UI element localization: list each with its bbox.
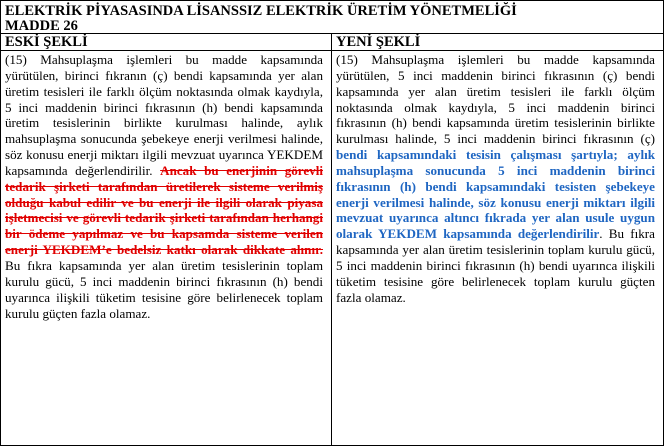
columns	[1, 34, 663, 445]
new-version-text	[332, 51, 663, 306]
old-version-header: ESKİ ŞEKLİ	[1, 34, 331, 51]
deleted-text: Ancak bu enerjinin görevli tedarik şirketi tarafından üretilerek sisteme verilmiş olduğu kabul edilir ve bu enerji ile ilgili olarak piyasa işletmecisi ve görevli tedarik şirketi tarafından herhangi bir ödeme yapılmaz ve bu kapsamda sisteme verilen enerji YEKDEM’e bedelsiz katkı olarak dikkate alınır.	[5, 162, 323, 258]
old-version-column	[1, 34, 332, 445]
new-text-start: (15) Mahsuplaşma işlemleri bu madde kapsamında yürütülen, 5 inci maddenin birinci fıkrasının (ç) bendi kapsamında yer alan üretim tesisleri ile farklı ölçüm noktasında olmak kaydıyla, 5 inci maddenin birinci fıkrasının (h) bendi kapsamında üretim tesislerinin birlikte kurulması halinde, 5 inci maddenin birinci fıkrasının (ç)	[336, 52, 655, 147]
new-version-column	[332, 34, 663, 445]
added-text: bendi kapsamındaki tesisin çalışması şartıyla; aylık mahsuplaşma sonucunda 5 inci maddenin birinci fıkrasının (h) bendi kapsamındaki tesisten şebekeye enerji verilmesi halinde, söz konusu enerji miktarı ilgili mevzuat uyarınca altıncı fıkrada yer alan usule uygun olarak YEKDEM kapsamında değerlendirilir	[336, 147, 655, 242]
old-version-text	[1, 51, 331, 321]
old-text-start: (15) Mahsuplaşma işlemleri bu madde kapsamında yürütülen, birinci fıkranın (ç) bendi kapsamında yer alan üretim tesisleri ile farklı ölçüm noktasında olmak kaydıyla, 5 inci maddenin birinci fıkrasının (h) bendi kapsamında üretim tesislerinin birlikte kurulması halinde, aylık mahsuplaşma sonucunda şebekeye enerji verilmesi halinde, söz konusu enerji miktarı ilgili mevzuat uyarınca YEKDEM kapsamında değerlendirilir.	[5, 52, 323, 178]
new-version-header: YENİ ŞEKLİ	[332, 34, 663, 51]
new-text-end: . Bu fıkra kapsamında yer alan üretim tesislerinin toplam kurulu gücü, 5 inci maddenin birinci fıkrasının (h) bendi uyarınca ilişkili tüketim tesisine göre belirlenecek toplam kurulu güçten fazla olamaz.	[336, 226, 655, 305]
article-number: MADDE 26	[5, 18, 78, 34]
page-title	[1, 1, 663, 34]
regulation-title: ELEKTRİK PİYASASINDA LİSANSSIZ ELEKTRİK ÜRETİM YÖNETMELİĞİ	[5, 3, 517, 19]
old-text-end: Bu fıkra kapsamında yer alan üretim tesislerinin toplam kurulu gücü, 5 inci maddenin birinci fıkrasının (h) bendi uyarınca ilişkili tüketim tesisine göre belirlenecek toplam kurulu güçten fazla olamaz.	[5, 257, 323, 321]
